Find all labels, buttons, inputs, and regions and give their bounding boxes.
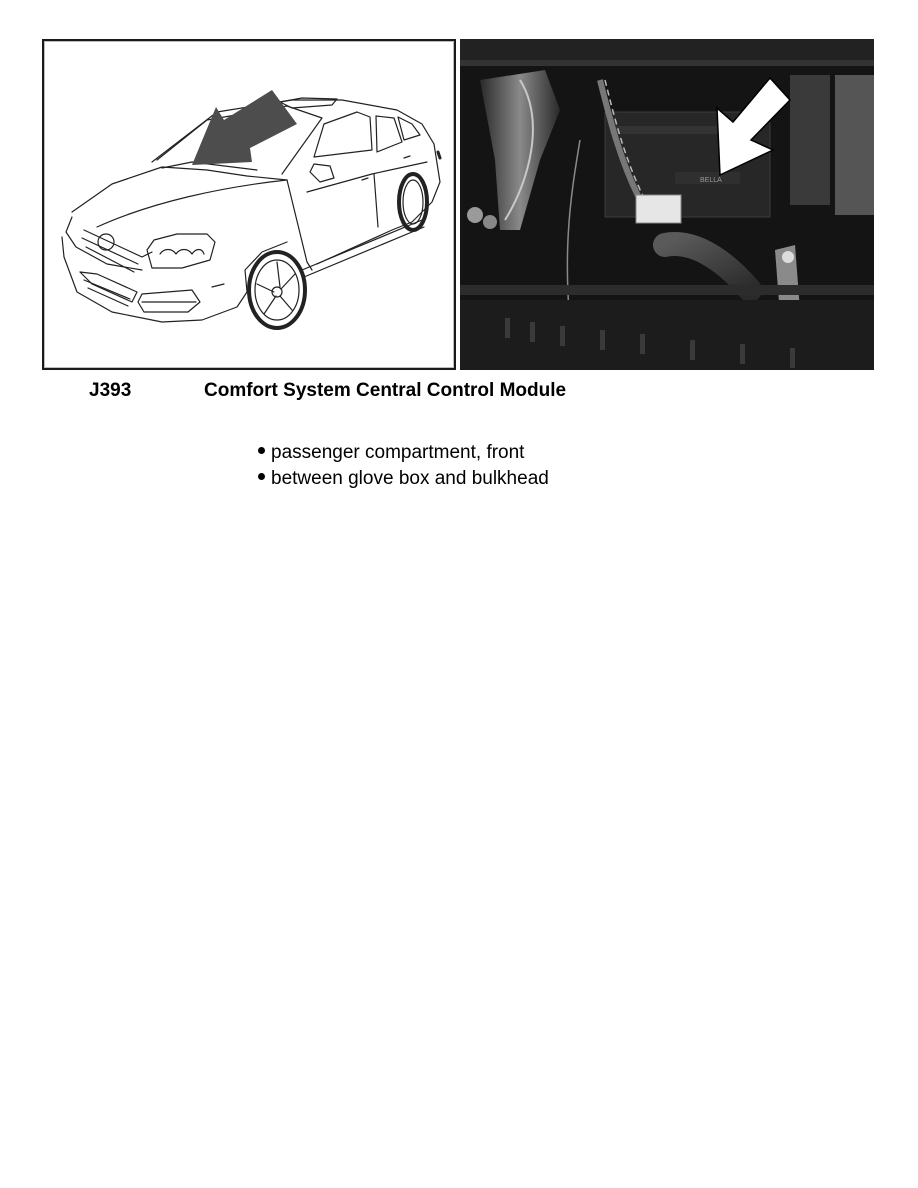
- bullet-icon: [258, 473, 265, 480]
- car-location-drawing: [42, 39, 456, 370]
- component-code: J393: [89, 380, 132, 401]
- location-text: passenger compartment, front: [271, 442, 525, 463]
- component-caption: [0, 380, 918, 404]
- location-list: [258, 440, 549, 492]
- list-item: [258, 440, 549, 466]
- car-line-drawing: [44, 41, 454, 368]
- bullet-icon: [258, 447, 265, 454]
- svg-text:BELLA: BELLA: [700, 177, 722, 184]
- location-text: between glove box and bulkhead: [271, 468, 549, 489]
- list-item: [258, 466, 549, 492]
- glove-box-area-photo: [460, 39, 874, 370]
- module-location-photo: [460, 39, 874, 370]
- component-name: Comfort System Central Control Module: [204, 380, 567, 401]
